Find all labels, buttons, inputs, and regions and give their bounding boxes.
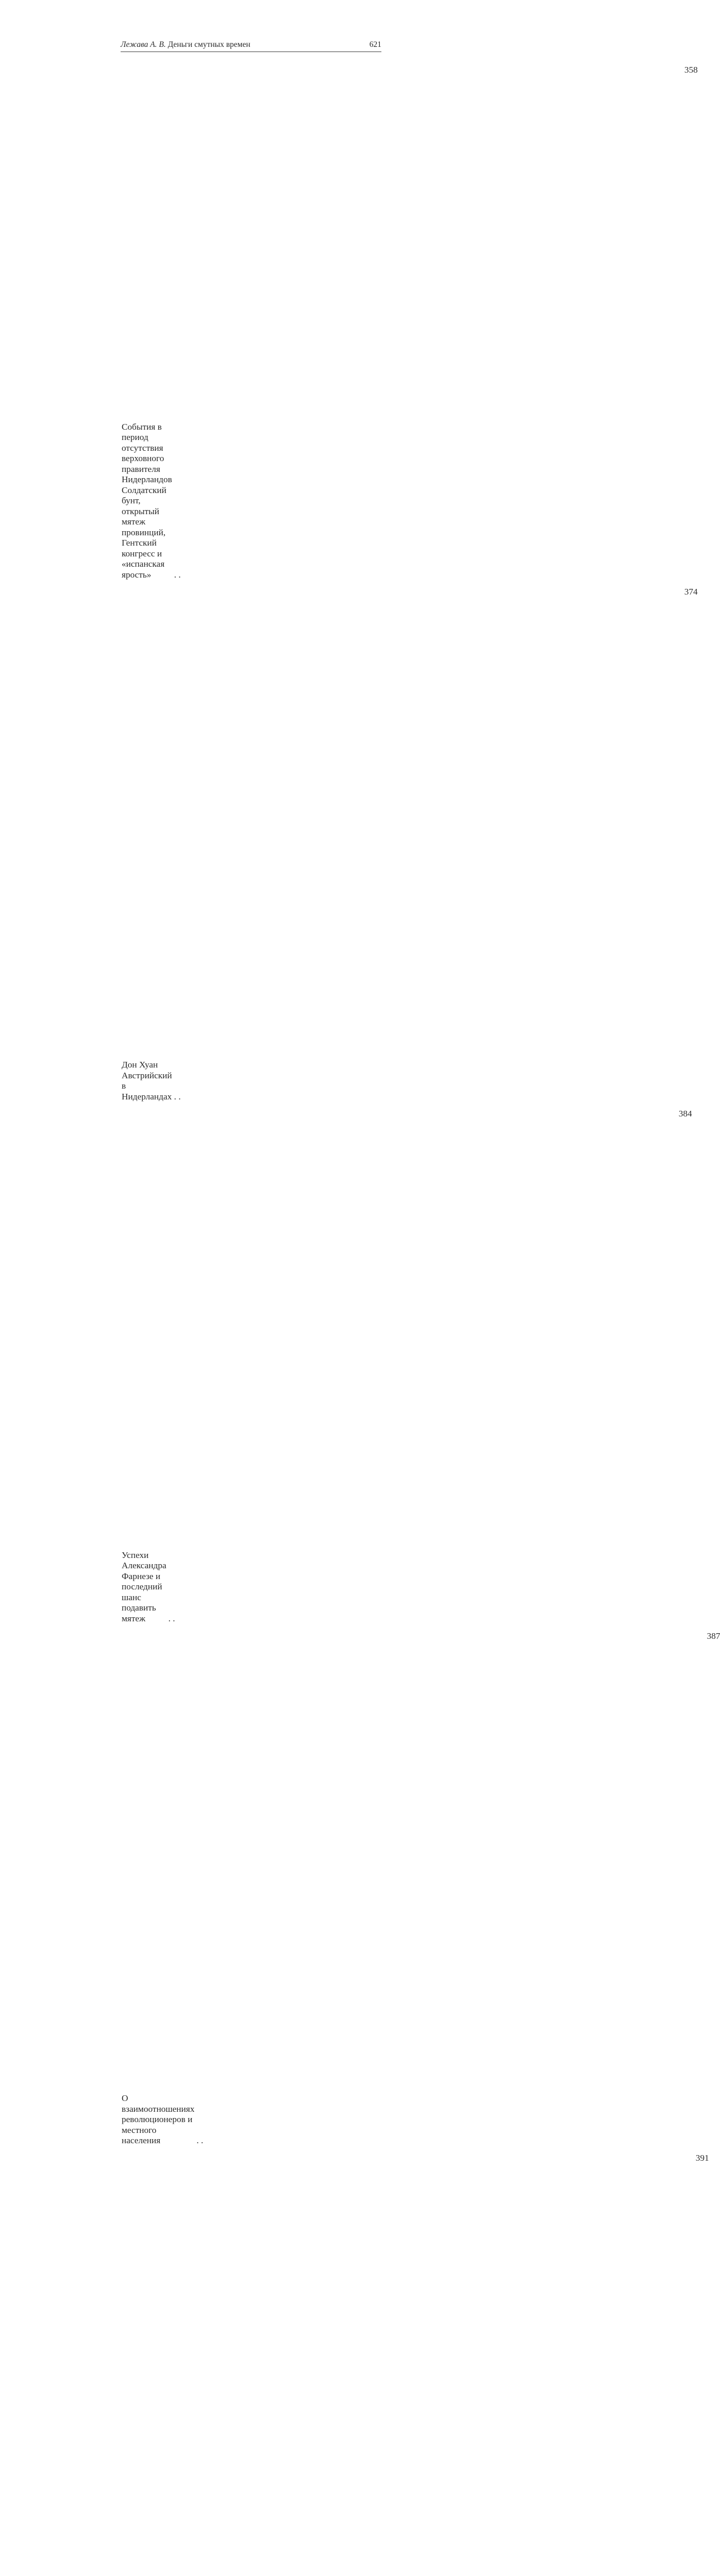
toc-entry-title: События в период отсутствия верховного правителя Нидерландов Солдатский бунт, открытый мятеж провинций, Гентский конгресс и «испанская ярость» [122,421,172,580]
toc-entry-page: 384 [176,1109,692,1624]
toc-entry-title: Дон Хуан Австрийский в Нидерландах [122,1060,172,1101]
toc-entry-page: 387 [204,1631,720,2146]
toc-entry-page: 391 [193,2153,709,2576]
toc-entry [122,587,698,1102]
header-page-number: 621 [369,40,381,49]
toc-entry-page: 358 [181,65,698,580]
dot-leader [166,1614,176,1624]
table-of-contents [122,65,720,2576]
toc-entry [122,65,698,580]
toc-entry-page: 374 [181,587,698,1102]
dot-leader [194,2136,204,2146]
dot-leader [172,1092,181,1103]
header-book-title: Деньги смутных времен [168,40,250,49]
toc-entry [122,1109,692,1624]
dot-leader [172,570,181,581]
toc-entry-title: Успехи Александра Фарнезе и последний шанс подавить мятеж [122,1550,166,1623]
toc-entry-title: О взаимоотношениях революционеров и местного населения [122,2093,195,2146]
running-title [121,40,250,49]
toc-entry [122,2153,709,2576]
running-header [121,39,381,52]
header-author: Лежава А. В. [121,40,166,49]
toc-entry [122,1631,720,2146]
